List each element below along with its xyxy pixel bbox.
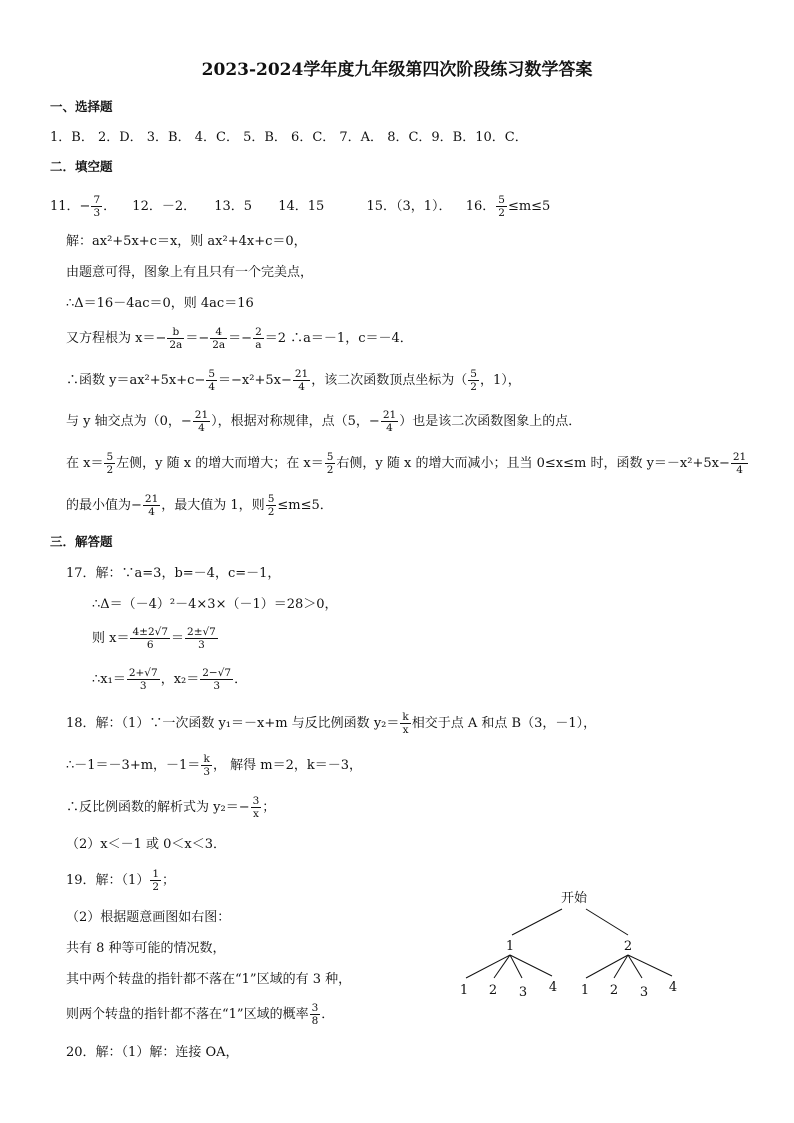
tree-edge bbox=[586, 955, 628, 978]
q18-line3: ∴反比例函数的解析式为 y₂＝− $\frac{3}{x}$ ； bbox=[66, 794, 276, 820]
q16-label: 16． bbox=[465, 199, 496, 214]
fraction: $\frac{3}{8}$ bbox=[311, 1001, 319, 1027]
choice-answers: 1．B． 2．D． 3．B． 4．C． 5．B． 6．C． 7．A． 8．C．9．B．10．C． bbox=[50, 130, 528, 145]
q20-line1: 20．解：（1）解：连接 OA， bbox=[66, 1045, 239, 1060]
fraction: $\frac{21}{4}$ bbox=[732, 450, 747, 476]
tree-root-label: 开始 bbox=[560, 891, 588, 906]
fraction: $\frac{2-√7}{3}$ bbox=[202, 666, 232, 692]
fraction: $\frac{5}{2}$ bbox=[106, 450, 114, 476]
section-heading-fill: 二．填空题 bbox=[50, 159, 113, 174]
q15-answer: 15．（3，1）． bbox=[366, 199, 452, 214]
sol16-line6: 与 y 轴交点为（0，− $\frac{21}{4}$ ），根据对称规律，点（5，− $\frac{21}{4}$ ）也是该二次函数图象上的点． bbox=[66, 408, 582, 434]
q17-line1: 17．解：∵a=3，b=－4，c=－1， bbox=[66, 566, 281, 581]
fraction: $\frac{2\pm√7}{3}$ bbox=[187, 625, 216, 651]
tree-leaf: 1 bbox=[580, 983, 590, 998]
page-title: 2023-2024学年度九年级第四次阶段练习数学答案 bbox=[201, 60, 593, 80]
q17-line4: ∴x₁＝ $\frac{2+√7}{3}$ ，x₂＝ $\frac{2-√7}{3}$ ． bbox=[92, 666, 248, 692]
tree-edge bbox=[466, 955, 510, 978]
tree-edge bbox=[512, 909, 562, 935]
fraction: $\frac{5}{2}$ bbox=[326, 450, 334, 476]
q19-line2: （2）根据题意画图如右图： bbox=[66, 910, 231, 925]
q11-label: 11． bbox=[50, 199, 80, 214]
fraction: $\frac{2+√7}{3}$ bbox=[128, 666, 158, 692]
section-heading-choice: 一、选择题 bbox=[50, 99, 113, 114]
q19-line3: 共有 8 种等可能的情况数， bbox=[66, 941, 226, 956]
fraction: $\frac{21}{4}$ bbox=[382, 408, 397, 434]
q18-line1: 18．解：（1）∵一次函数 y₁＝－x+m 与反比例函数 y₂＝ $\frac{k}{x}$ 相交于点 A 和点 B（3，－1）， bbox=[66, 710, 597, 736]
fraction: $\frac{k}{3}$ bbox=[203, 752, 210, 778]
sol16-line4: 又方程根为 x＝− $\frac{b}{2a}$ ＝− $\frac{4}{2a}$ ＝− $\frac{2}{a}$ ＝2 ∴a＝－1，c＝－4． bbox=[66, 325, 413, 351]
tree-leaf: 2 bbox=[488, 983, 498, 998]
fraction: $\frac{4\pm 2√7}{6}$ bbox=[132, 625, 168, 651]
tree-leaf: 1 bbox=[459, 983, 469, 998]
q12-answer: 12．－2． bbox=[132, 199, 197, 214]
fraction: $\frac{5}{2}$ bbox=[470, 367, 477, 393]
fraction: $\frac{5}{2}$ bbox=[267, 492, 275, 518]
tree-branch-1: 1 bbox=[505, 939, 515, 954]
q19-line4: 其中两个转盘的指针都不落在“1”区域的有 3 种， bbox=[66, 972, 352, 987]
fraction: $\frac{21}{4}$ bbox=[294, 367, 309, 393]
q18-line4: （2）x＜－1 或 0＜x＜3． bbox=[66, 837, 227, 852]
tree-leaf: 4 bbox=[668, 980, 678, 995]
tree-leaf: 2 bbox=[609, 983, 619, 998]
fraction: $\frac{7}{3}$ bbox=[93, 193, 101, 219]
fraction: $\frac{5}{2}$ bbox=[498, 193, 505, 219]
tree-edge bbox=[510, 955, 552, 976]
fraction: $\frac{2}{a}$ bbox=[255, 325, 262, 351]
tree-branch-2: 2 bbox=[623, 939, 633, 954]
tree-edge bbox=[586, 909, 628, 935]
q17-line3: 则 x＝ $\frac{4\pm 2√7}{6}$ ＝ $\frac{2\pm√7}{3}$ bbox=[92, 625, 216, 651]
sol16-line7: 在 x＝ $\frac{5}{2}$ 左侧，y 随 x 的增大而增大；在 x＝ $\frac{5}{2}$ 右侧，y 随 x 的增大而减小；且当 0≤x≤m 时，函数 y＝－x²+5x− $\frac{21}{4}$ bbox=[66, 450, 747, 476]
tree-leaf: 3 bbox=[518, 985, 528, 1000]
fraction: $\frac{b}{2a}$ bbox=[169, 325, 183, 351]
fill-answers-row: 11．− $\frac{7}{3}$ ． 12．－2． 13．5 14．15 15．（3，1）． 16． $\frac{5}{2}$ ≤m≤5 bbox=[50, 193, 551, 219]
q18-line2: ∴－1＝－3+m，－1＝ $\frac{k}{3}$ ， 解得 m＝2，k＝－3， bbox=[66, 752, 363, 778]
probability-tree-diagram bbox=[450, 880, 700, 1005]
section-heading-solutions: 三．解答题 bbox=[50, 534, 113, 549]
tree-edge bbox=[494, 955, 510, 978]
q14-answer: 14．15 bbox=[278, 199, 325, 214]
fraction: $\frac{k}{x}$ bbox=[402, 710, 409, 736]
fraction: $\frac{4}{2a}$ bbox=[212, 325, 226, 351]
sol16-line5: ∴函数 y＝ax²+5x+c− $\frac{5}{4}$ ＝−x²+5x− $\frac{21}{4}$ ，该二次函数顶点坐标为（ $\frac{5}{2}$ ，1）， bbox=[66, 367, 521, 393]
sol16-line2: 由题意可得，图象上有且只有一个完美点， bbox=[66, 265, 314, 280]
q16-tail: ≤m≤5 bbox=[507, 199, 551, 214]
fraction: $\frac{1}{2}$ bbox=[152, 867, 160, 893]
fraction: $\frac{21}{4}$ bbox=[194, 408, 209, 434]
q19-line5: 则两个转盘的指针都不落在“1”区域的概率 $\frac{3}{8}$ ． bbox=[66, 1001, 335, 1027]
tree-leaf: 4 bbox=[548, 980, 558, 995]
q13-answer: 13．5 bbox=[214, 199, 253, 214]
tree-leaf: 3 bbox=[639, 985, 649, 1000]
sol16-line3: ∴Δ＝16－4ac＝0，则 4ac＝16 bbox=[66, 296, 254, 311]
fraction: $\frac{5}{4}$ bbox=[208, 367, 216, 393]
fraction: $\frac{3}{x}$ bbox=[252, 794, 260, 820]
fraction: $\frac{21}{4}$ bbox=[144, 492, 159, 518]
q17-line2: ∴Δ＝（－4）²－4×3×（－1）＝28＞0， bbox=[92, 597, 338, 612]
q19-line1: 19．解：（1） $\frac{1}{2}$ ； bbox=[66, 867, 176, 893]
sol16-line1: 解：ax²+5x+c＝x，则 ax²+4x+c＝0， bbox=[66, 234, 307, 249]
sol16-line8: 的最小值为− $\frac{21}{4}$ ，最大值为 1，则 $\frac{5}{2}$ ≤m≤5． bbox=[66, 492, 333, 518]
